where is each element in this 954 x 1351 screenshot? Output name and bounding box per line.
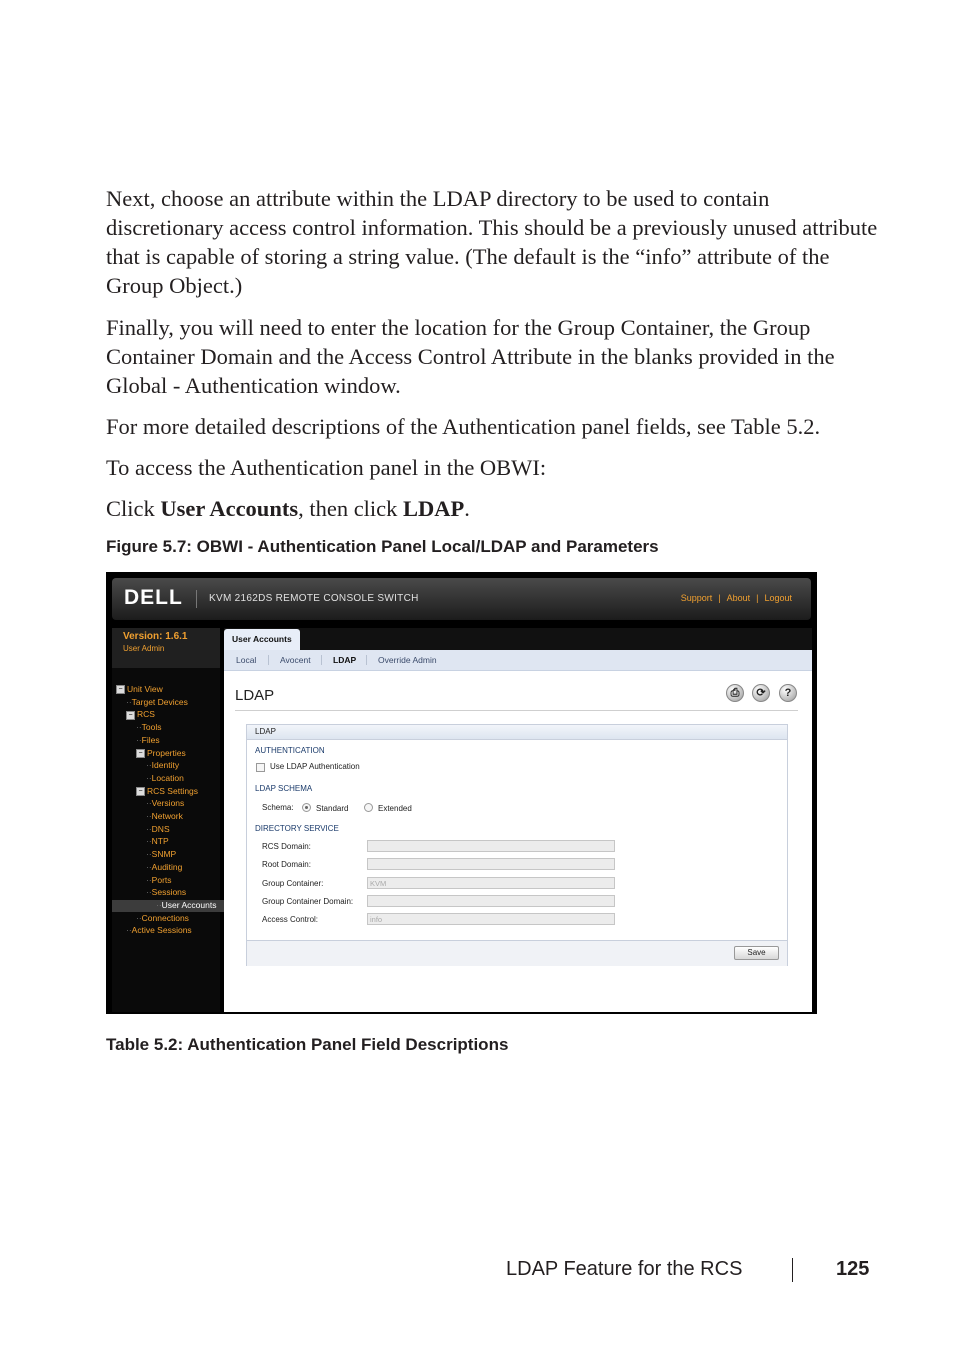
- root-domain-label: Root Domain:: [262, 860, 311, 869]
- paragraph-group-container: Finally, you will need to enter the location for the Group Container, the Group Container Domain and the Access Control Attribute in the blanks provided in the Global - Authentication window.: [106, 315, 835, 398]
- collapse-toggle-icon[interactable]: −: [126, 711, 135, 720]
- tab-band: [224, 628, 812, 650]
- subtab-local[interactable]: Local: [236, 655, 257, 665]
- subtab-avocent[interactable]: Avocent: [280, 655, 311, 665]
- standard-label: Standard: [316, 804, 349, 813]
- click-text: Click: [106, 496, 161, 521]
- sidebar: [112, 628, 220, 1012]
- version-box: [112, 628, 220, 668]
- tree-item-label: Target Devices: [131, 696, 188, 707]
- tree-item-rcs[interactable]: [126, 709, 155, 721]
- save-button[interactable]: Save: [734, 946, 779, 960]
- tree-item-label: Identity: [151, 760, 180, 771]
- tree-item-label: Sessions: [151, 887, 187, 898]
- tree-item-label: Location: [151, 772, 184, 783]
- paragraph-click-instructions: [106, 494, 886, 523]
- directory-service-header: DIRECTORY SERVICE: [255, 824, 339, 833]
- access-control-input[interactable]: info: [367, 913, 615, 925]
- tree-item-unit-view[interactable]: [116, 684, 163, 696]
- tree-item-label: Connections: [141, 912, 189, 923]
- top-links: Support | About | Logout: [680, 593, 792, 603]
- tree-item-sessions[interactable]: [146, 887, 186, 899]
- tree-branch-line: ··: [146, 823, 152, 834]
- access-control-label: Access Control:: [262, 915, 319, 924]
- tree-item-label: Tools: [141, 722, 162, 733]
- user-accounts-emphasis: User Accounts: [160, 496, 299, 521]
- tree-item-active-sessions[interactable]: [126, 925, 192, 937]
- collapse-toggle-icon[interactable]: −: [136, 787, 145, 796]
- tree-branch-line: ··: [146, 798, 152, 809]
- collapse-toggle-icon[interactable]: −: [136, 749, 145, 758]
- schema-header: LDAP SCHEMA: [255, 784, 313, 793]
- tree-branch-line: ··: [146, 887, 152, 898]
- tree-item-label: Active Sessions: [131, 925, 192, 936]
- tree-item-ntp[interactable]: [146, 836, 169, 848]
- tree-item-identity[interactable]: [146, 760, 179, 772]
- tree-item-label: DNS: [151, 823, 170, 834]
- extended-radio[interactable]: [364, 803, 373, 812]
- logout-link[interactable]: Logout: [764, 593, 792, 603]
- print-icon[interactable]: ⎙: [726, 684, 744, 702]
- user-label: User Admin: [123, 644, 165, 653]
- header-divider: [196, 590, 197, 608]
- tree-item-versions[interactable]: [146, 798, 184, 810]
- tree-item-label: RCS Settings: [147, 785, 199, 796]
- tree-item-snmp[interactable]: [146, 849, 176, 861]
- version-label: Version: 1.6.1: [123, 631, 188, 642]
- use-ldap-checkbox[interactable]: [256, 763, 265, 772]
- rcs-domain-input[interactable]: [367, 840, 615, 852]
- subtab-override-admin[interactable]: Override Admin: [378, 655, 437, 665]
- help-icon[interactable]: ?: [779, 684, 797, 702]
- footer-title: LDAP Feature for the RCS: [506, 1258, 743, 1280]
- period-text: .: [464, 496, 470, 521]
- group-container-domain-input[interactable]: [367, 895, 615, 907]
- extended-label: Extended: [378, 804, 412, 813]
- authentication-header: AUTHENTICATION: [255, 746, 325, 755]
- title-divider: [235, 710, 798, 711]
- support-link[interactable]: Support: [680, 593, 713, 603]
- tree-item-files[interactable]: [136, 735, 160, 747]
- group-container-domain-label: Group Container Domain:: [262, 897, 354, 906]
- then-click-text: , then click: [298, 496, 404, 521]
- tree-branch-line: ··: [146, 836, 152, 847]
- tree-item-label: Network: [151, 811, 183, 821]
- refresh-icon[interactable]: ⟳: [752, 684, 770, 702]
- page-title: LDAP: [235, 687, 275, 704]
- tree-branch-line: ··: [126, 925, 132, 936]
- panel-footer: [247, 940, 787, 966]
- tree-item-auditing[interactable]: [146, 862, 182, 874]
- tree-item-label: User Accounts: [161, 899, 217, 910]
- tree-item-properties[interactable]: [136, 748, 186, 760]
- tree-item-label: Auditing: [151, 861, 183, 872]
- tree-item-label: Ports: [151, 874, 172, 885]
- about-link[interactable]: About: [726, 593, 751, 603]
- tree-item-label: Versions: [151, 798, 185, 809]
- paragraph-attribute: Next, choose an attribute within the LDAP directory to be used to contain discretionary access control information. This should be a previously unused attribute that is capable of storing a string value. (The default is the “info” attribute of the Group Object.): [106, 186, 878, 298]
- tree-item-rcs-settings[interactable]: [136, 786, 198, 798]
- figure-caption: Figure 5.7: OBWI - Authentication Panel Local/LDAP and Parameters: [106, 537, 659, 556]
- tree-item-ports[interactable]: [146, 875, 172, 887]
- header-bar: [112, 578, 811, 620]
- tree-branch-line: ··: [146, 861, 152, 872]
- table-caption: Table 5.2: Authentication Panel Field Descriptions: [106, 1035, 509, 1054]
- tab-user-accounts[interactable]: User Accounts: [224, 629, 300, 650]
- group-container-input[interactable]: KVM: [367, 877, 615, 889]
- ldap-panel: [246, 724, 788, 966]
- rcs-domain-label: RCS Domain:: [262, 842, 311, 851]
- subtab-bar: [224, 650, 812, 671]
- use-ldap-label: Use LDAP Authentication: [270, 762, 360, 771]
- tree-branch-line: ··: [146, 760, 152, 771]
- collapse-toggle-icon[interactable]: −: [116, 685, 125, 694]
- ldap-emphasis: LDAP: [403, 496, 465, 521]
- tree-item-label: RCS: [137, 709, 155, 720]
- paragraph-table-reference: For more detailed descriptions of the Authentication panel fields, see Table 5.2.: [106, 414, 821, 439]
- tree-item-label: Unit View: [127, 684, 163, 694]
- schema-label: Schema:: [262, 803, 294, 812]
- page-number: 125: [836, 1258, 870, 1280]
- tree-item-location[interactable]: [146, 773, 184, 785]
- tree-branch-line: ··: [156, 899, 162, 910]
- tree-branch-line: ··: [146, 849, 152, 860]
- tree-item-target-devices[interactable]: [126, 697, 188, 709]
- tree-item-dns[interactable]: [146, 824, 170, 836]
- tree-item-label: Files: [141, 734, 160, 745]
- tree-item-label: Properties: [147, 747, 186, 758]
- tree-item-connections[interactable]: [136, 913, 189, 925]
- panel-title: LDAP: [255, 727, 276, 736]
- main-content: [224, 628, 812, 1012]
- tree-branch-line: ··: [146, 772, 152, 783]
- tree-item-tools[interactable]: [136, 722, 162, 734]
- tree-item-label: SNMP: [151, 849, 177, 860]
- panel-header: [247, 725, 787, 740]
- tree-branch-line: ··: [136, 912, 142, 923]
- paragraph-access-obwi: To access the Authentication panel in the OBWI:: [106, 455, 547, 480]
- tree-branch-line: ··: [146, 811, 152, 821]
- tree-branch-line: ··: [126, 696, 132, 707]
- obwi-screenshot: [106, 572, 817, 1014]
- tree-item-network[interactable]: [146, 811, 183, 823]
- tree-branch-line: ··: [146, 874, 152, 885]
- tree-item-label: NTP: [151, 836, 169, 847]
- tree-branch-line: ··: [136, 722, 142, 733]
- subtab-ldap[interactable]: LDAP: [333, 655, 357, 665]
- standard-radio[interactable]: [302, 803, 311, 812]
- dell-logo: DELL: [124, 586, 183, 609]
- root-domain-input[interactable]: [367, 858, 615, 870]
- tree-branch-line: ··: [136, 734, 142, 745]
- product-name: KVM 2162DS REMOTE CONSOLE SWITCH: [209, 593, 419, 604]
- group-container-label: Group Container:: [262, 879, 324, 888]
- footer-divider: [792, 1258, 793, 1282]
